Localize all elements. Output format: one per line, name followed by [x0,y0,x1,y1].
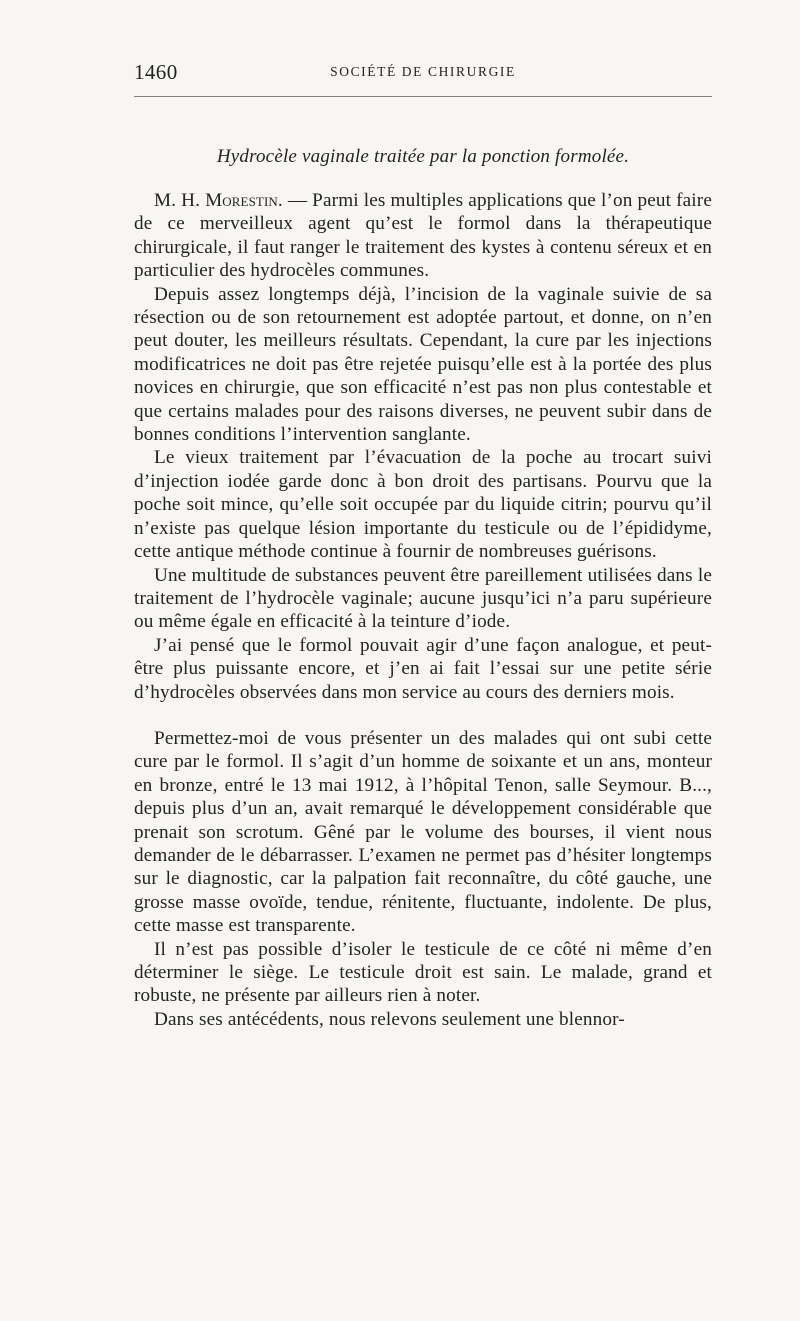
paragraph: Permettez-moi de vous présenter un des malades qui ont subi cette cure par le formol. Il s’agit d’un homme de soixante et un ans, monteur en bronze, entré le 13 mai 1912, à l’hôpital Tenon, salle Seymour. B..., depuis plus d’un an, avait remarqué le développement considérable que prenait son scrotum. Gêné par le volume des bourses, il vient nous demander de le débarrasser. L’examen ne permet pas d’hésiter longtemps sur le diagnostic, car la palpation fait reconnaître, du côté gauche, une grosse masse ovoïde, tendue, rénitente, fluctuante, indolente. De plus, cette masse est transparente. [134,727,712,937]
page-number: 1460 [134,60,178,84]
running-head: SOCIÉTÉ DE CHIRURGIE [330,64,516,79]
header-rule [134,96,712,97]
paragraph-text: . — Parmi les multiples applications que l’on peut faire de ce merveilleux agent qu’est le formol dans la thérapeutique chirurgicale, il faut ranger le traitement des kystes à contenu séreux et en particulier des hydrocèles communes. [134,190,712,282]
section-title: Hydrocèle vaginale traitée par la ponction formolée. [216,146,630,167]
paragraph: Dans ses antécédents, nous relevons seulement une blennor- [154,1008,625,1030]
paragraph: Une multitude de substances peuvent être pareillement utilisées dans le traitement de l’hydrocèle vaginale; aucune jusqu’ici n’a paru supérieure ou même égale en efficacité à la teinture d’iode. [134,564,712,633]
paragraph: J’ai pensé que le formol pouvait agir d’une façon analogue, et peut-être plus puissante encore, et j’en ai fait l’essai sur une petite série d’hydrocèles observées dans mon service au cours des derniers mois. [134,634,712,703]
paragraph: Il n’est pas possible d’isoler le testicule de ce côté ni même d’en déterminer le siège. Le testicule droit est sain. Le malade, grand et robuste, ne présente par ailleurs rien à noter. [134,938,712,1007]
paragraph [134,189,712,283]
paragraph: Depuis assez longtemps déjà, l’incision de la vaginale suivie de sa résection ou de son retournement est adoptée partout, et donne, on n’en peut douter, les meilleurs résultats. Cependant, la cure par les injections modificatrices ne doit pas être rejetée puisqu’elle est à la portée des plus novices en chirurgie, que son efficacité n’est pas non plus contestable et que certains malades pour des raisons diverses, ne peuvent subir dans de bonnes conditions l’intervention sanglante. [134,283,712,446]
paragraph-lead: M. H. [154,190,206,211]
article-body [134,189,712,1031]
page-header [134,58,712,88]
paragraph: Le vieux traitement par l’évacuation de la poche au trocart suivi d’injection iodée garde donc à bon droit des partisans. Pourvu que la poche soit mince, qu’elle soit occupée par du liquide citrin; pourvu qu’il n’existe pas quelque lésion importante du testicule ou de l’épididyme, cette antique méthode continue à fournir de nombreuses guérisons. [134,447,712,563]
author-name: Morestin [205,190,278,211]
